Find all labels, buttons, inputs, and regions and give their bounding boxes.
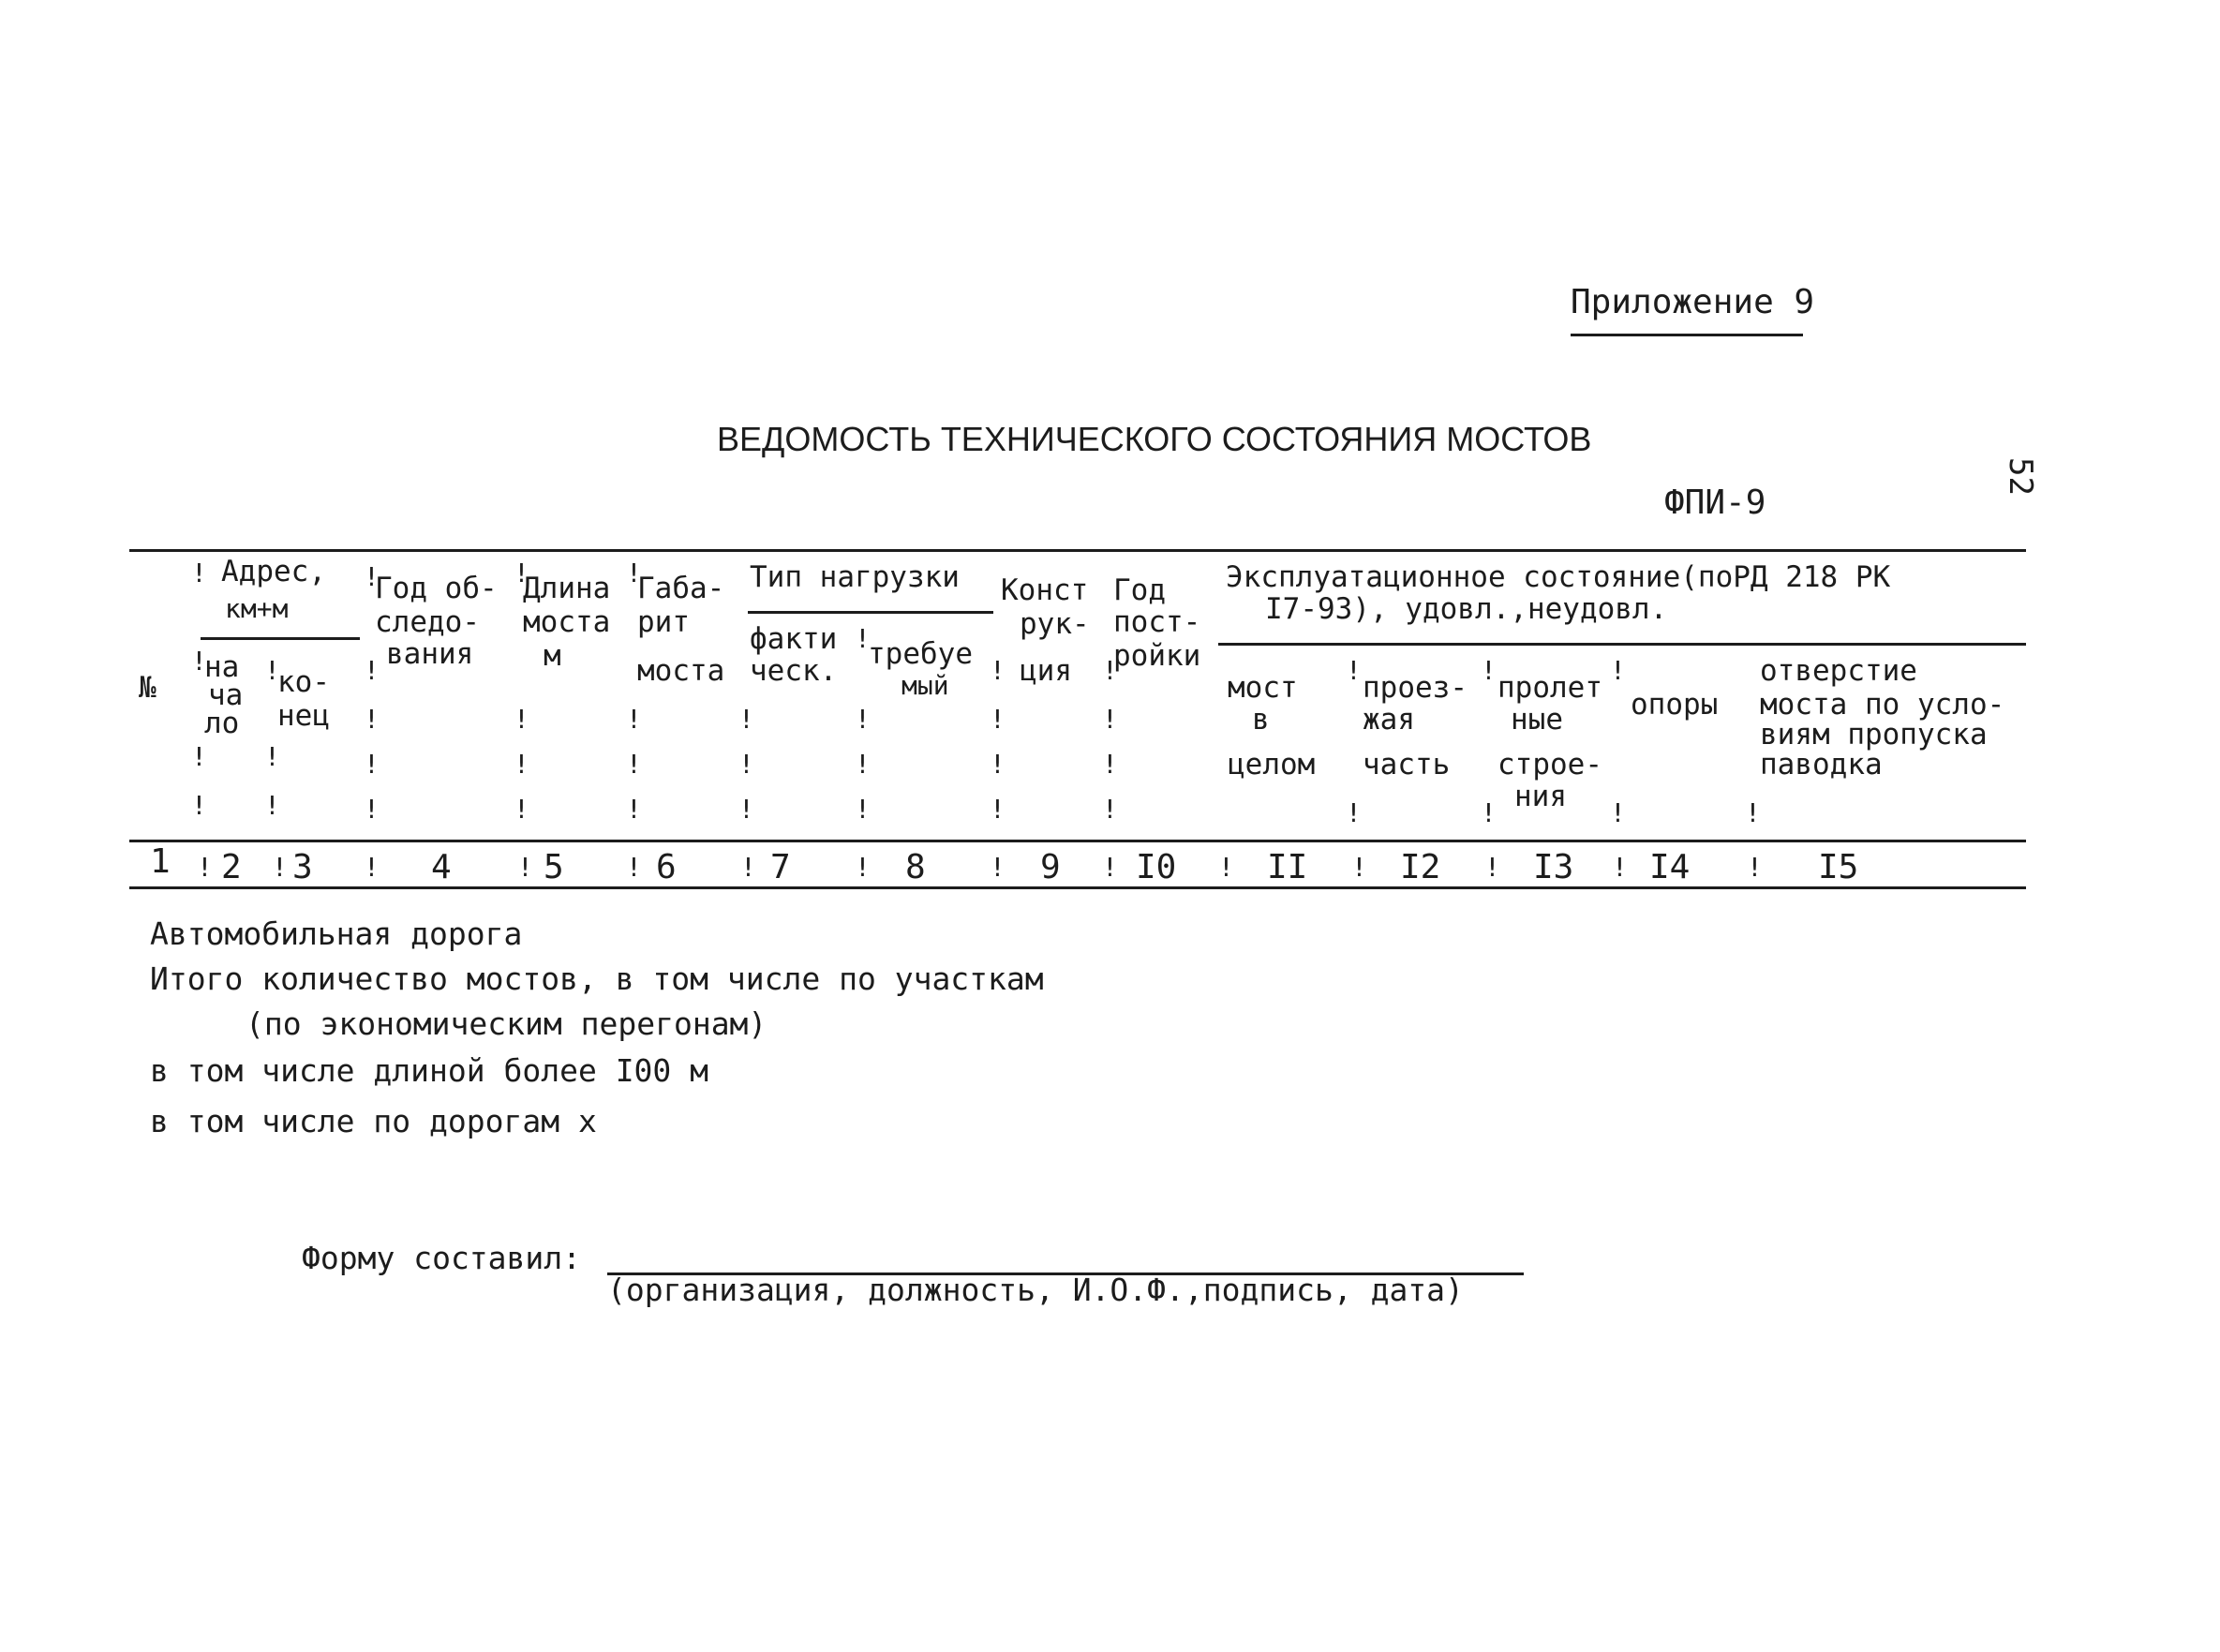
separator-mark: !	[1745, 797, 1761, 828]
separator-mark: !	[626, 794, 642, 825]
column-number: 8	[905, 848, 926, 886]
header-load-actual: ческ.	[750, 654, 838, 688]
separator-mark: !	[514, 558, 529, 588]
header-load-type: Тип нагрузки	[750, 560, 960, 594]
separator-mark: !	[1346, 797, 1362, 828]
condition-subheader-line	[1218, 643, 2026, 646]
separator-mark: !	[855, 749, 871, 780]
separator-mark: !	[364, 749, 380, 780]
header-load-actual: факти	[750, 622, 838, 656]
header-address-end: ко-	[277, 665, 330, 699]
separator-mark: !	[1102, 749, 1118, 780]
separator-mark: !	[1218, 852, 1234, 883]
page-number: 52	[2002, 457, 2039, 496]
separator-mark: !	[364, 704, 380, 735]
header-address-unit: км+м	[225, 593, 289, 624]
column-number: I0	[1136, 848, 1177, 886]
separator-mark: !	[1351, 852, 1367, 883]
header-roadway: жая	[1363, 703, 1415, 737]
header-gabarit: рит	[637, 605, 690, 639]
column-number: 3	[292, 848, 313, 886]
table-top-border	[129, 549, 2026, 552]
separator-mark: !	[264, 741, 280, 772]
body-line-road: Автомобильная дорога	[150, 915, 523, 952]
separator-mark: !	[738, 794, 754, 825]
separator-mark: !	[364, 852, 380, 883]
body-line-long: в том числе длиной более I00 м	[150, 1052, 709, 1089]
separator-mark: !	[514, 794, 529, 825]
separator-mark: !	[364, 655, 380, 686]
separator-mark: !	[1102, 704, 1118, 735]
separator-mark: !	[191, 646, 207, 677]
header-construction: ция	[1020, 654, 1072, 688]
header-condition: I7-93), удовл.,неудовл.	[1265, 592, 1668, 626]
header-year-built: Год	[1113, 573, 1166, 607]
header-survey-year: вания	[386, 637, 474, 671]
separator-mark: !	[1610, 797, 1626, 828]
header-address-start: ча	[208, 678, 244, 712]
header-spans: ные	[1511, 703, 1563, 737]
separator-mark: !	[264, 790, 280, 821]
body-line-roads: в том числе по дорогам х	[150, 1103, 597, 1139]
separator-mark: !	[197, 852, 213, 883]
header-length: моста	[523, 605, 611, 639]
header-address-start: на	[204, 650, 240, 684]
separator-mark: !	[990, 852, 1006, 883]
separator-mark: !	[990, 655, 1006, 686]
table-bottom-border	[129, 886, 2026, 889]
column-number: II	[1267, 848, 1308, 886]
separator-mark: !	[990, 704, 1006, 735]
separator-mark: !	[272, 852, 288, 883]
header-load-required: требуе	[868, 637, 973, 671]
header-spans: пролет	[1497, 671, 1602, 705]
header-spans: строе-	[1497, 748, 1602, 781]
header-opening: отверстие	[1760, 654, 1917, 688]
header-length: м	[544, 639, 561, 673]
separator-mark: !	[1747, 852, 1763, 883]
address-subheader-line	[201, 637, 360, 640]
header-address-start: ло	[204, 707, 240, 740]
column-number: 5	[544, 848, 564, 886]
separator-mark: !	[738, 704, 754, 735]
separator-mark: !	[626, 558, 642, 588]
header-opening: паводка	[1760, 748, 1883, 781]
appendix-label: Приложение 9	[1571, 283, 1815, 321]
separator-mark: !	[626, 749, 642, 780]
separator-mark: !	[626, 704, 642, 735]
separator-mark: !	[1484, 852, 1500, 883]
header-spans: ния	[1514, 780, 1567, 813]
header-supports: опоры	[1631, 688, 1719, 722]
column-number: 9	[1040, 848, 1061, 886]
column-number: I5	[1818, 848, 1859, 886]
separator-mark: !	[1102, 655, 1118, 686]
separator-mark: !	[626, 852, 642, 883]
separator-mark: !	[364, 561, 380, 592]
separator-mark: !	[855, 704, 871, 735]
header-roadway: проез-	[1363, 671, 1468, 705]
body-line-segments: (по экономическим перегонам)	[246, 1005, 767, 1042]
header-bottom-border	[129, 840, 2026, 842]
header-construction: Конст	[1001, 573, 1089, 607]
header-construction: рук-	[1020, 607, 1090, 641]
form-code: ФПИ-9	[1664, 484, 1766, 522]
separator-mark: !	[264, 655, 280, 686]
header-bridge-whole: мост	[1228, 671, 1298, 705]
header-opening: виям пропуска	[1760, 718, 1988, 752]
separator-mark: !	[191, 558, 207, 588]
load-subheader-line	[748, 611, 993, 614]
header-survey-year: Год об-	[375, 572, 498, 605]
header-gabarit: Габа-	[637, 572, 725, 605]
header-bridge-whole: целом	[1228, 748, 1316, 781]
separator-mark: !	[855, 852, 871, 883]
column-number: 2	[221, 848, 242, 886]
separator-mark: !	[1612, 852, 1628, 883]
separator-mark: !	[1481, 655, 1497, 686]
column-number: 6	[656, 848, 677, 886]
separator-mark: !	[1346, 655, 1362, 686]
separator-mark: !	[1102, 794, 1118, 825]
separator-mark: !	[1481, 797, 1497, 828]
header-number: №	[139, 671, 156, 705]
header-opening: моста по усло-	[1760, 688, 2005, 722]
header-condition: Эксплуатационное состояние(поРД 218 РК	[1226, 560, 1891, 594]
separator-mark: !	[990, 749, 1006, 780]
signature-label: Форму составил:	[302, 1240, 582, 1276]
header-address-end: нец	[277, 699, 330, 733]
document-title: ВЕДОМОСТЬ ТЕХНИЧЕСКОГО СОСТОЯНИЯ МОСТОВ	[717, 420, 1592, 458]
separator-mark: !	[1102, 852, 1118, 883]
header-roadway: часть	[1363, 748, 1451, 781]
column-number: 7	[770, 848, 791, 886]
header-load-required: мый	[901, 670, 949, 701]
separator-mark: !	[740, 852, 756, 883]
separator-mark: !	[855, 794, 871, 825]
header-bridge-whole: в	[1252, 703, 1270, 737]
separator-mark: !	[990, 794, 1006, 825]
header-year-built: ройки	[1113, 639, 1201, 673]
header-gabarit: моста	[637, 654, 725, 688]
body-line-total: Итого количество мостов, в том числе по участкам	[150, 960, 1044, 997]
separator-mark: !	[191, 790, 207, 821]
separator-mark: !	[364, 794, 380, 825]
column-number: I3	[1533, 848, 1574, 886]
signature-caption: (организация, должность, И.О.Ф.,подпись, дата)	[607, 1272, 1464, 1308]
separator-mark: !	[514, 749, 529, 780]
column-number: 1	[150, 842, 171, 881]
separator-mark: !	[738, 749, 754, 780]
column-number: I4	[1649, 848, 1691, 886]
header-address: Адрес,	[221, 555, 326, 588]
header-length: Длина	[523, 572, 611, 605]
column-number: 4	[431, 848, 452, 886]
header-survey-year: следо-	[375, 605, 480, 639]
separator-mark: !	[1610, 655, 1626, 686]
appendix-underline	[1571, 334, 1803, 336]
header-year-built: пост-	[1113, 605, 1201, 639]
separator-mark: !	[517, 852, 533, 883]
separator-mark: !	[191, 741, 207, 772]
column-number: I2	[1400, 848, 1441, 886]
separator-mark: !	[855, 623, 871, 654]
separator-mark: !	[514, 704, 529, 735]
